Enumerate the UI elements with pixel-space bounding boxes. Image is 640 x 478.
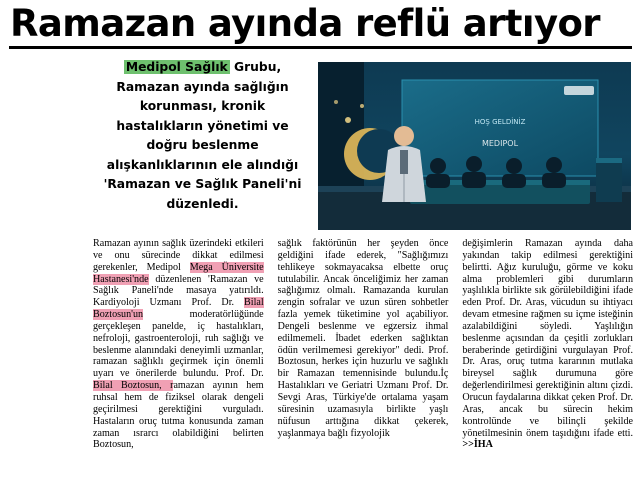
- body-text: sağlık faktörünün her şeyden önce geldiğini ifade ederek, "Sağlığımızı tehlikeye sokmayacaksa elbette oruç tutulabilir. Ancak önceliğimiz her zaman sağlığımız olmalı. Ramazanda kurulan zengin sofralar ve uzun süren sohbetler fazla yemek tüketimine yol açabiliyor. Dengeli beslenme ve egzersiz ihmal edilmemeli. İbadet ederken sağlıktan ödün verilmemesi gerekiyor" dedi. Prof. Boztosun, herkes için huzurlu ve sağlıklı bir Ramazan temennisinde bulundu.İç Hastalıkları ve Geriatri Uzmanı Prof. Dr. Sevgi Aras, Türkiye'de ortalama yaşam süresinin uzamasıyla birlikte yaşlı nüfusun arttığına dikkat çekerek, yaşlanmaya bağlı fizyolojik: [277, 238, 449, 439]
- article-column-1: [93, 238, 264, 476]
- body-text: >>İHA: [462, 439, 493, 451]
- panel-photo: [318, 62, 631, 230]
- column-3-text: [462, 238, 633, 451]
- lead-rest: Grubu, Ramazan ayında sağlığın korunması, kronik hastalıkların yönetimi ve doğru beslenme alışkanlıklarının ele alındığı 'Ramazan ve Sağlık Paneli'ni düzenledi.: [103, 60, 302, 211]
- svg-text:MEDIPOL: MEDIPOL: [481, 139, 519, 148]
- panel-photo-image: [318, 62, 631, 230]
- highlighted-text: Bilal Boztosun'un: [93, 297, 264, 321]
- article-column-3: [462, 238, 633, 476]
- highlighted-text: Mega Üniversite Hastanesi'nde: [93, 261, 264, 285]
- article-columns: [93, 238, 633, 476]
- body-text: Ramazan ayının sağlık üzerindeki etkileri ve onu sürecinde dikkat edilmesi gerekenler, Medipol: [93, 238, 264, 273]
- body-text: değişimlerin Ramazan ayında daha yakından takip edilmesi gerektiğini belirtti. Ağız kuruluğu, görme ve koku alma problemleri gibi durumların yaşlılıkla birlikte sık görülebildiğini ifade eden Prof. Dr. Aras, vücudun su ihtiyacı devam etmesine rağmen su içme isteğinin azalabildiğini söyledi. Yaşlılığın beslenme açısından da çeşitli zorlukları beraberinde getirdiğini vurgulayan Prof. Dr. Aras, oruç tutma kararının mutlaka bireysel sağlık durumuna göre değerlendirilmesi gerektiğinin altını çizdi. Orucun faydalarına dikkat çeken Prof. Dr. Aras, ancak bu sürecin hekim kontrolünde ve bilinçli şekilde yönetilmesinin önem taşıdığını ifade etti.: [462, 238, 634, 439]
- column-1-text: [93, 238, 264, 451]
- lead-paragraph: [95, 58, 310, 214]
- body-text: amazan ayının hem ruhsal hem de fiziksel olarak dengeli geçirilmesi gerektiğini vurguladı. Hastaların oruç tutma konusunda zaman zaman ısrarcı olabildiğini belirten Boztosun,: [93, 380, 264, 451]
- highlighted-text: Bilal Boztosun, r: [93, 380, 174, 392]
- lead-paragraph-area: [95, 58, 310, 214]
- column-2-text: [278, 238, 449, 439]
- headline-divider: [9, 46, 632, 49]
- page-title: Ramazan ayında reflü artıyor: [10, 2, 600, 45]
- svg-text:HOŞ GELDİNİZ: HOŞ GELDİNİZ: [474, 118, 526, 126]
- article-column-2: [278, 238, 449, 476]
- lead-highlight: Medipol Sağlık: [125, 60, 228, 74]
- body-text: moderatörlüğünde gerçekleşen panelde, iç hastalıkları, nefroloji, gastroenteroloji, ruh sağlığı ve beslenme alanındaki deneyimli uzmanlar, ramazan sağlıklı geçirmek için önemli uyarı ve önerilerde bulundu. Prof. Dr.: [93, 309, 264, 380]
- body-text: düzenlenen 'Ramazan ve Sağlık Paneli'nde masaya yatırıldı. Kardiyoloji Uzmanı Prof. Dr.: [93, 273, 264, 309]
